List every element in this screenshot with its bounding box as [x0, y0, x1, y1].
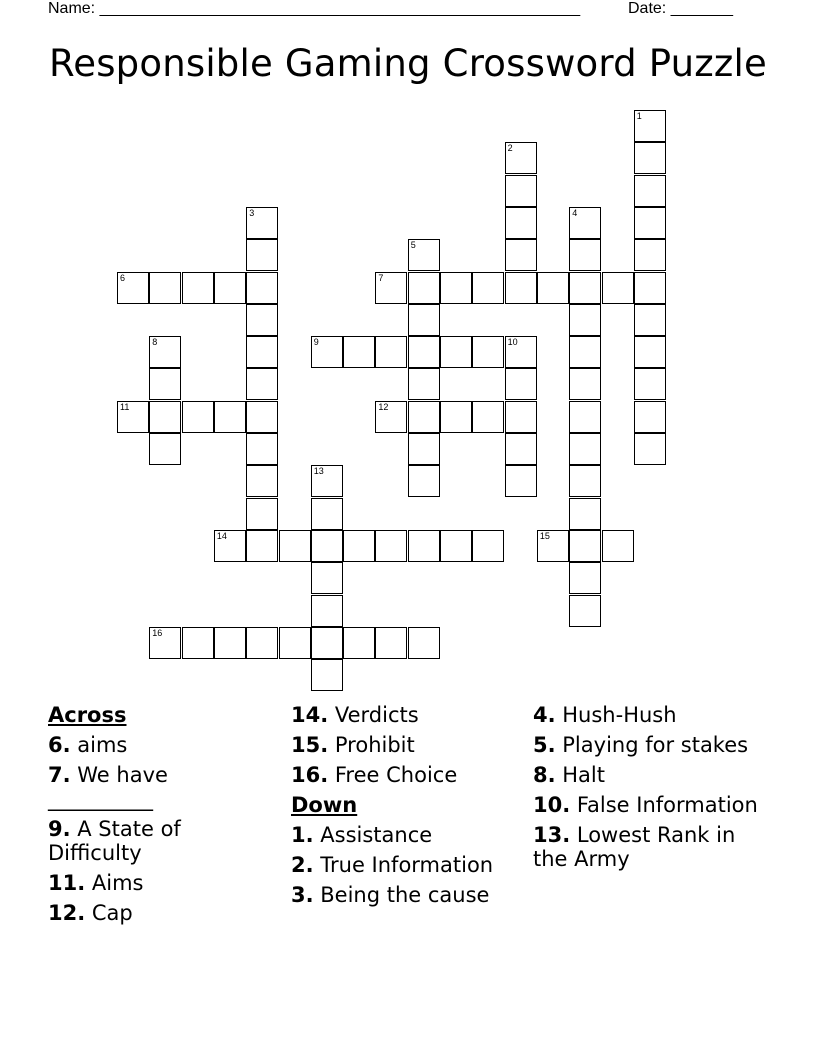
crossword-cell[interactable]	[569, 498, 601, 530]
crossword-cell[interactable]	[408, 401, 440, 433]
crossword-cell[interactable]	[375, 401, 407, 433]
crossword-cell[interactable]	[634, 142, 666, 174]
crossword-cell[interactable]	[569, 595, 601, 627]
crossword-cell[interactable]	[472, 336, 504, 368]
crossword-cell[interactable]	[569, 336, 601, 368]
crossword-cell[interactable]	[505, 465, 537, 497]
clue-number: 15	[539, 530, 550, 541]
crossword-cell[interactable]	[311, 562, 343, 594]
crossword-cell[interactable]	[214, 530, 246, 562]
crossword-cell[interactable]	[505, 368, 537, 400]
clue-item-text: Assistance	[313, 823, 433, 847]
crossword-cell[interactable]	[505, 401, 537, 433]
clue-item	[291, 733, 521, 757]
clue-number: 14	[216, 530, 227, 541]
clue-item-number: 7.	[48, 763, 71, 787]
clue-number: 7	[378, 272, 384, 283]
clue-number: 8	[152, 337, 158, 348]
clue-item	[48, 871, 278, 895]
crossword-cell[interactable]	[408, 530, 440, 562]
name-field-label[interactable]: Name: ______________________________________________________	[48, 0, 581, 17]
crossword-cell[interactable]	[246, 304, 278, 336]
crossword-cell[interactable]	[149, 433, 181, 465]
crossword-cell[interactable]	[408, 465, 440, 497]
down-clue-list-continued	[533, 703, 763, 871]
clue-number: 10	[507, 337, 518, 348]
crossword-cell[interactable]	[505, 433, 537, 465]
crossword-cell[interactable]	[246, 239, 278, 271]
clue-item	[48, 817, 278, 865]
crossword-cell[interactable]	[440, 336, 472, 368]
crossword-cell[interactable]	[569, 304, 601, 336]
crossword-cell[interactable]	[182, 401, 214, 433]
crossword-cell[interactable]	[634, 336, 666, 368]
clue-item-number: 15.	[291, 733, 329, 757]
crossword-cell[interactable]	[602, 272, 634, 304]
clue-item-number: 8.	[533, 763, 556, 787]
crossword-cell[interactable]	[343, 627, 375, 659]
clue-number: 9	[313, 337, 319, 348]
clue-item-number: 13.	[533, 823, 571, 847]
crossword-cell[interactable]	[472, 272, 504, 304]
crossword-cell[interactable]	[408, 368, 440, 400]
crossword-cell[interactable]	[569, 239, 601, 271]
clue-item	[48, 733, 278, 757]
crossword-cell[interactable]	[408, 433, 440, 465]
clue-item-number: 2.	[291, 853, 314, 877]
clue-item	[291, 823, 521, 847]
crossword-cell[interactable]	[375, 272, 407, 304]
crossword-cell[interactable]	[375, 530, 407, 562]
clue-item-text: False Information	[570, 793, 758, 817]
clue-item	[48, 901, 278, 925]
crossword-cell[interactable]	[569, 401, 601, 433]
crossword-cell[interactable]	[214, 627, 246, 659]
date-field-label[interactable]: Date: _______	[628, 0, 733, 17]
clue-item-text: We have __________	[48, 763, 168, 811]
crossword-cell[interactable]	[634, 368, 666, 400]
clues-column-2	[291, 703, 521, 913]
crossword-cell[interactable]	[569, 207, 601, 239]
crossword-cell[interactable]	[537, 530, 569, 562]
crossword-cell[interactable]	[634, 207, 666, 239]
crossword-cell[interactable]	[440, 272, 472, 304]
clue-item-text: Free Choice	[328, 763, 458, 787]
crossword-cell[interactable]	[569, 465, 601, 497]
crossword-cell[interactable]	[214, 401, 246, 433]
crossword-cell[interactable]	[472, 530, 504, 562]
clue-number: 12	[378, 401, 389, 412]
clue-number: 16	[152, 627, 163, 638]
crossword-cell[interactable]	[440, 530, 472, 562]
clue-number: 6	[120, 272, 126, 283]
crossword-cell[interactable]	[408, 272, 440, 304]
crossword-cell[interactable]	[343, 530, 375, 562]
crossword-cell[interactable]	[408, 304, 440, 336]
page-title: Responsible Gaming Crossword Puzzle	[48, 42, 767, 85]
clue-number: 5	[410, 240, 416, 251]
across-clue-list-continued	[291, 703, 521, 787]
clue-item	[291, 853, 521, 877]
crossword-cell[interactable]	[311, 465, 343, 497]
crossword-cell[interactable]	[182, 627, 214, 659]
crossword-cell[interactable]	[505, 272, 537, 304]
crossword-cell[interactable]	[149, 627, 181, 659]
crossword-cell[interactable]	[311, 530, 343, 562]
crossword-cell[interactable]	[246, 401, 278, 433]
clue-item-number: 3.	[291, 883, 314, 907]
clue-item	[533, 733, 763, 757]
clue-item	[291, 763, 521, 787]
crossword-cell[interactable]	[117, 272, 149, 304]
clue-item-number: 12.	[48, 901, 86, 925]
clue-item-text: Aims	[85, 871, 144, 895]
crossword-cell[interactable]	[182, 272, 214, 304]
crossword-cell[interactable]	[602, 530, 634, 562]
clue-item-number: 4.	[533, 703, 556, 727]
crossword-cell[interactable]	[408, 627, 440, 659]
crossword-cell[interactable]	[246, 336, 278, 368]
clue-item-text: aims	[70, 733, 128, 757]
across-clue-list	[48, 733, 278, 925]
crossword-cell[interactable]	[537, 272, 569, 304]
clue-number: 11	[120, 401, 130, 412]
clue-item	[291, 883, 521, 907]
crossword-cell[interactable]	[279, 530, 311, 562]
crossword-cell[interactable]	[343, 336, 375, 368]
crossword-cell[interactable]	[634, 401, 666, 433]
crossword-cell[interactable]	[246, 433, 278, 465]
crossword-cell[interactable]	[149, 368, 181, 400]
crossword-cell[interactable]	[634, 239, 666, 271]
crossword-cell[interactable]	[246, 627, 278, 659]
clue-item	[533, 823, 763, 871]
clue-number: 2	[507, 143, 513, 154]
crossword-cell[interactable]	[311, 336, 343, 368]
down-clue-list	[291, 823, 521, 907]
crossword-cell[interactable]	[505, 142, 537, 174]
crossword-cell[interactable]	[634, 433, 666, 465]
clue-number: 3	[249, 207, 255, 218]
clue-item-text: Playing for stakes	[555, 733, 749, 757]
clue-item-text: True Information	[313, 853, 494, 877]
clues-column-1	[48, 703, 278, 931]
clue-item-text: Lowest Rank in the Army	[533, 823, 736, 871]
crossword-cell[interactable]	[505, 175, 537, 207]
crossword-cell[interactable]	[569, 562, 601, 594]
clue-item-text: Being the cause	[313, 883, 490, 907]
crossword-cell[interactable]	[246, 272, 278, 304]
clue-number: 1	[636, 111, 642, 121]
crossword-cell[interactable]	[311, 659, 343, 691]
clue-item-number: 6.	[48, 733, 71, 757]
clue-number: 4	[572, 207, 578, 218]
crossword-cell[interactable]	[505, 207, 537, 239]
crossword-cell[interactable]	[246, 530, 278, 562]
crossword-cell[interactable]	[634, 110, 666, 142]
crossword-cell[interactable]	[214, 272, 246, 304]
crossword-cell[interactable]	[505, 336, 537, 368]
down-heading: Down	[291, 793, 358, 817]
crossword-cell[interactable]	[569, 530, 601, 562]
clue-item-number: 10.	[533, 793, 571, 817]
clue-item-text: Prohibit	[328, 733, 415, 757]
crossword-cell[interactable]	[408, 239, 440, 271]
clue-item	[533, 763, 763, 787]
clue-item-text: Cap	[85, 901, 133, 925]
crossword-cell[interactable]	[634, 304, 666, 336]
clues-column-3	[533, 703, 763, 877]
crossword-cell[interactable]	[311, 498, 343, 530]
clue-item	[291, 703, 521, 727]
crossword-cell[interactable]	[117, 401, 149, 433]
clue-item-text: Hush-Hush	[555, 703, 677, 727]
crossword-cell[interactable]	[246, 465, 278, 497]
crossword-cell[interactable]	[246, 207, 278, 239]
crossword-cell[interactable]	[149, 401, 181, 433]
clue-item-text: A State of Difficulty	[48, 817, 181, 865]
crossword-cell[interactable]	[569, 433, 601, 465]
crossword-cell[interactable]	[505, 239, 537, 271]
crossword-cell[interactable]	[375, 627, 407, 659]
crossword-cell[interactable]	[472, 401, 504, 433]
clue-item-number: 5.	[533, 733, 556, 757]
across-heading: Across	[48, 703, 127, 727]
clue-item-number: 11.	[48, 871, 86, 895]
crossword-cell[interactable]	[440, 401, 472, 433]
crossword-cell[interactable]	[246, 498, 278, 530]
crossword-cell[interactable]	[569, 368, 601, 400]
crossword-cell[interactable]	[408, 336, 440, 368]
clue-item-text: Verdicts	[328, 703, 419, 727]
clue-item	[533, 793, 763, 817]
clue-item-number: 1.	[291, 823, 314, 847]
clue-item-number: 14.	[291, 703, 329, 727]
crossword-cell[interactable]	[311, 595, 343, 627]
crossword-cell[interactable]	[375, 336, 407, 368]
clue-item-text: Halt	[555, 763, 605, 787]
crossword-cell[interactable]	[311, 627, 343, 659]
crossword-cell[interactable]	[634, 175, 666, 207]
clue-item-number: 16.	[291, 763, 329, 787]
clue-item	[48, 763, 278, 811]
crossword-cell[interactable]	[279, 627, 311, 659]
crossword-cell[interactable]	[149, 272, 181, 304]
clue-item	[533, 703, 763, 727]
crossword-cell[interactable]	[149, 336, 181, 368]
clue-item-number: 9.	[48, 817, 71, 841]
crossword-cell[interactable]	[569, 272, 601, 304]
crossword-cell[interactable]	[246, 368, 278, 400]
crossword-cell[interactable]	[634, 272, 666, 304]
clue-number: 13	[313, 466, 324, 477]
